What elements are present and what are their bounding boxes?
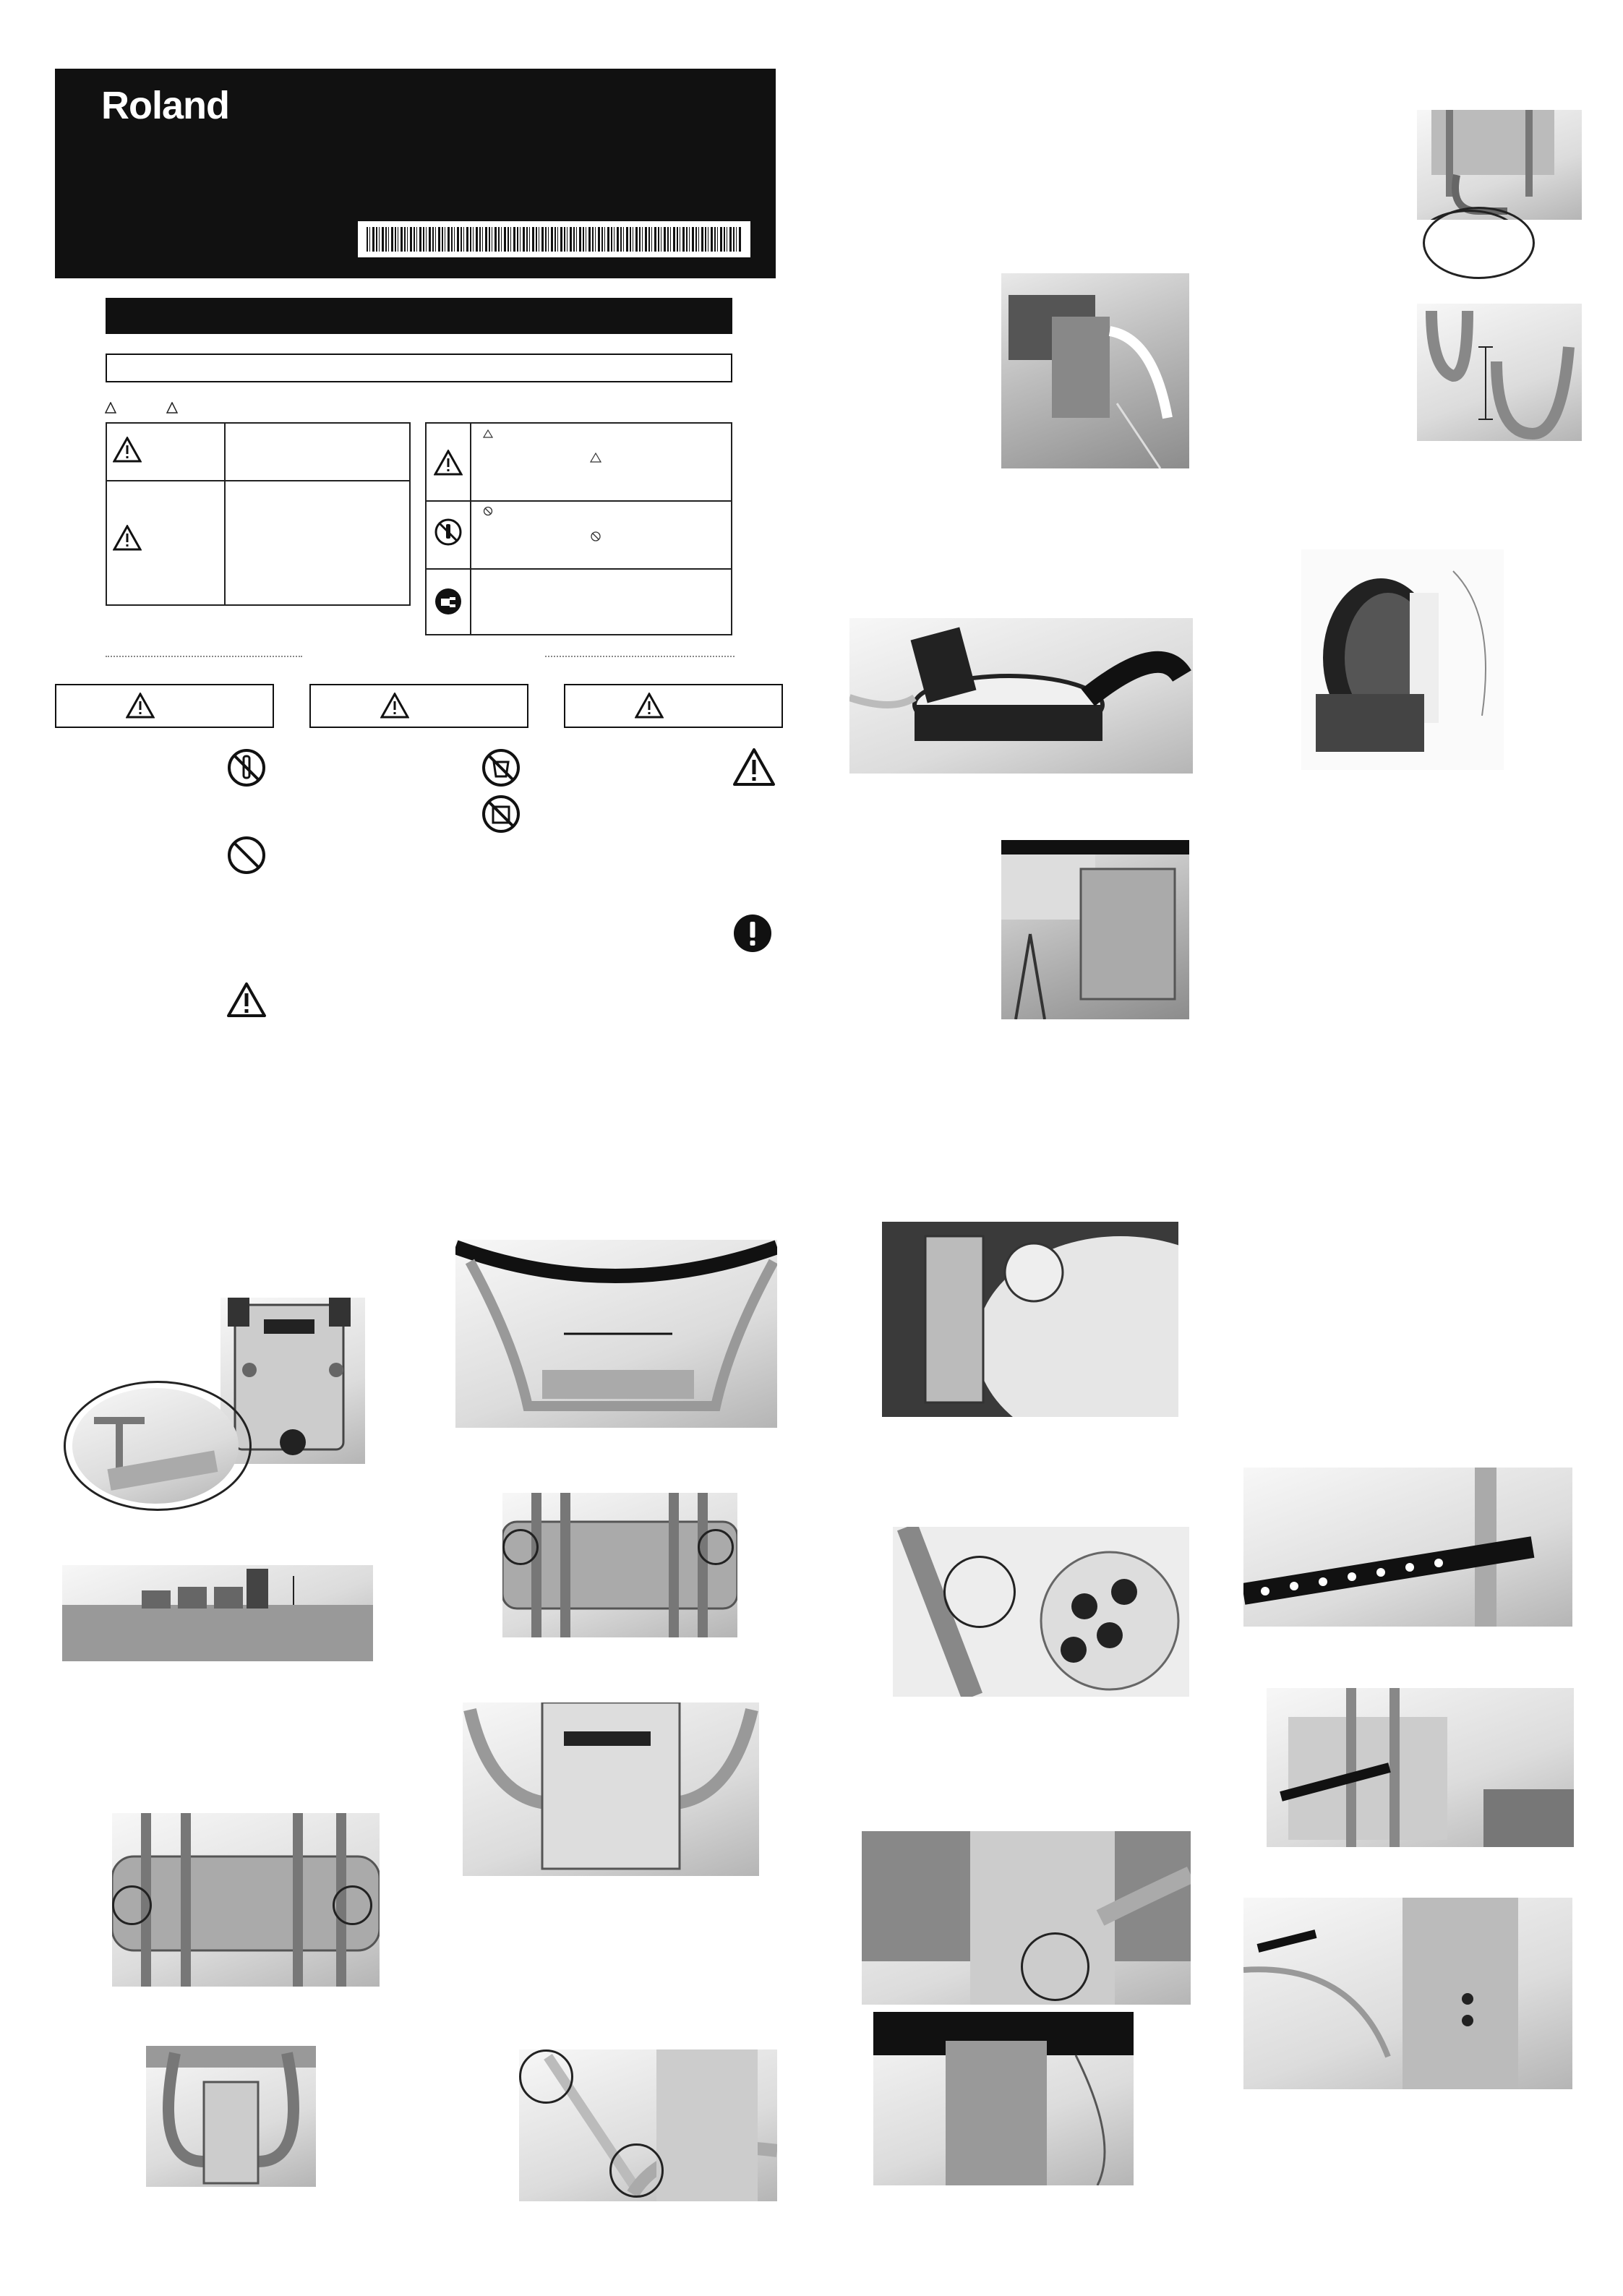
warning-triangle-icon bbox=[635, 693, 664, 719]
no-disassemble-icon bbox=[434, 518, 463, 547]
prohibited-circle-icon bbox=[590, 531, 601, 542]
unplug-icon bbox=[434, 587, 463, 616]
photo-hoop-clamp bbox=[455, 1240, 777, 1428]
photo-plate-posts bbox=[112, 1813, 380, 1987]
photo-arm-latch bbox=[519, 2049, 777, 2201]
brand-logo: Roland bbox=[101, 84, 229, 127]
warning-triangle-icon bbox=[483, 429, 493, 438]
photo-arms-plate bbox=[463, 1702, 759, 1876]
photo-jack-detail bbox=[893, 1527, 1189, 1697]
photo-module-mount bbox=[1001, 840, 1189, 1019]
exclamation-circle-icon bbox=[732, 913, 773, 954]
photo-key-wrench bbox=[72, 1388, 239, 1504]
photo-hook-spacing bbox=[1417, 304, 1582, 441]
warning-box-2 bbox=[309, 684, 528, 728]
photo-bolts-side-view bbox=[62, 1565, 373, 1661]
photo-bracket-front bbox=[502, 1493, 737, 1637]
symbol-table bbox=[425, 422, 732, 635]
prohibited-circle-icon bbox=[483, 506, 493, 516]
warning-triangle-icon bbox=[166, 402, 178, 414]
warning-box-3 bbox=[564, 684, 783, 728]
photo-knob-underside bbox=[862, 1831, 1191, 2005]
warning-triangle-icon bbox=[126, 693, 155, 719]
prohibited-circle-icon bbox=[226, 835, 267, 875]
photo-attach-clamp bbox=[1001, 273, 1189, 468]
cover-header bbox=[55, 69, 776, 278]
warning-triangle-icon bbox=[380, 693, 409, 719]
warning-box-1 bbox=[55, 684, 274, 728]
warning-triangle-icon bbox=[226, 982, 267, 1018]
no-water-icon bbox=[481, 748, 521, 788]
warning-triangle-icon bbox=[105, 402, 116, 414]
signal-word-table bbox=[106, 422, 411, 606]
divider bbox=[545, 656, 735, 657]
warning-triangle-icon bbox=[732, 748, 776, 787]
warning-triangle-icon bbox=[590, 453, 601, 463]
warning-triangle-icon bbox=[434, 450, 463, 476]
photo-frame-underside bbox=[146, 2046, 316, 2187]
photo-cable-strap bbox=[1243, 1468, 1572, 1627]
photo-bracket-hook bbox=[1417, 110, 1582, 220]
photo-module-on-drum bbox=[882, 1222, 1178, 1417]
warning-triangle-icon bbox=[113, 525, 142, 551]
photo-strap-bracket bbox=[1267, 1688, 1574, 1847]
title-bar bbox=[106, 298, 732, 334]
photo-drum-worn bbox=[1301, 549, 1504, 770]
barcode bbox=[358, 221, 750, 257]
highlight-circle bbox=[1423, 207, 1535, 279]
photo-carrier-clamp bbox=[873, 2012, 1134, 2185]
no-fire-icon bbox=[481, 794, 521, 834]
photo-drum-with-carrier bbox=[849, 618, 1193, 774]
divider bbox=[106, 656, 302, 657]
warning-triangle-icon bbox=[113, 437, 142, 463]
subtitle-box bbox=[106, 354, 732, 382]
no-disassemble-icon bbox=[226, 748, 267, 788]
photo-cable-routing bbox=[1243, 1898, 1572, 2089]
